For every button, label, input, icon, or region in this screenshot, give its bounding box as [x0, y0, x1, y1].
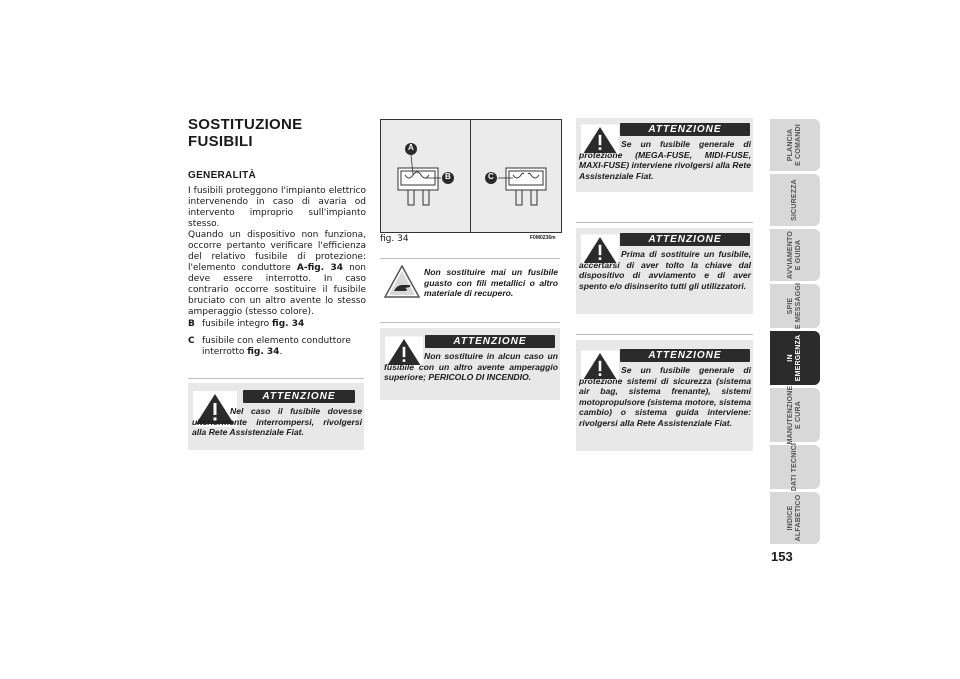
title-line-1: SOSTITUZIONE	[188, 116, 303, 133]
page-number: 153	[771, 549, 793, 564]
tab-label: PLANCIA E COMANDI	[787, 124, 802, 166]
figure-label-c: C	[488, 172, 494, 181]
warning-header: ATTENZIONE	[243, 390, 355, 403]
tab-label: MANUTENZIONE E CURA	[787, 385, 802, 445]
paragraph-2-end: non deve essere interrotto. In caso contrario occorre sostituire il fusibile bruciato con un altro avente lo stesso amperaggio (stesso colore).	[188, 263, 367, 317]
list-text: fusibile con elemento conduttore interrotto	[202, 336, 351, 357]
note-box	[380, 264, 560, 320]
tab-avviamento-e-guida[interactable]	[770, 229, 820, 281]
blown-fuse	[506, 168, 546, 205]
tab-spie-e-messaggi[interactable]	[770, 284, 820, 328]
list-ref: fig. 34	[272, 319, 305, 329]
warning-header: ATTENZIONE	[620, 349, 750, 362]
warning-text: Se un fusibile generale di protezione (MEGA-FUSE, MIDI-FUSE, MAXI-FUSE) interviene rivolgersi alla Rete Assistenziale Fiat.	[579, 139, 751, 181]
paragraph-2-ref: A-fig. 34	[296, 263, 344, 273]
warning-header: ATTENZIONE	[425, 335, 555, 348]
fuse-figure	[380, 119, 562, 233]
warning-header: ATTENZIONE	[620, 123, 750, 136]
paragraph-2-start: Quando un dispositivo non funziona, occorre pertanto verificare l'efficienza del relativo fusibile di protezione: l'elemento conduttore	[188, 230, 366, 273]
tab-sicurezza[interactable]	[770, 174, 820, 226]
tab-manutenzione-e-cura[interactable]	[770, 385, 820, 445]
separator	[380, 322, 560, 323]
figure-label-a: A	[408, 143, 414, 152]
warning-text: Non sostituire in alcun caso un fusibile con un altro avente amperaggio superiore; PERICOLO DI INCENDIO.	[384, 351, 558, 382]
warning-text: Se un fusibile generale di protezione sistemi di sicurezza (sistema air bag, sistema frenante), sistemi motopropulsore (sistema motore, sistema cambio) o sistema guida interviene: rivolgersi alla Rete Assistenziale Fiat.	[579, 365, 751, 428]
hand-warning-icon	[384, 265, 420, 299]
warning-box	[576, 118, 753, 192]
paragraph-1: I fusibili proteggono l'impianto elettrico intervenendo in caso di avaria od intervento improprio sull'impianto stesso.	[188, 186, 366, 229]
section-subtitle: GENERALITÀ	[188, 170, 256, 181]
list-ref: fig. 34	[247, 347, 280, 357]
warning-box	[576, 340, 753, 451]
fuse-illustration	[381, 120, 561, 232]
tab-label: SICUREZZA	[791, 179, 798, 221]
list-letter: B	[188, 319, 195, 329]
separator	[188, 378, 364, 379]
warning-box	[380, 328, 560, 400]
list-end: .	[279, 347, 283, 357]
separator	[576, 334, 753, 335]
list-item	[188, 319, 366, 330]
list-text: fusibile integro	[202, 319, 273, 329]
note-text: Non sostituire mai un fusibile guasto con fili metallici o altro materiale di recupero.	[424, 267, 558, 298]
tab-label: INDICE ALFABETICO	[787, 494, 802, 542]
warning-box	[576, 228, 753, 314]
tab-dati-tecnici[interactable]	[770, 442, 820, 492]
separator	[576, 222, 753, 223]
page-title	[188, 116, 368, 150]
tab-label: IN EMERGENZA	[787, 334, 802, 382]
warning-text: Prima di sostituire un fusibile, accertarsi di aver tolto la chiave dal dispositivo di avviamento e di aver spento e/o disinserito tutti gli utilizzatori.	[579, 249, 751, 291]
tab-in-emergenza[interactable]	[770, 331, 820, 385]
list-item	[188, 336, 366, 358]
list-letter: C	[188, 336, 195, 346]
tab-indice-alfabetico[interactable]	[770, 492, 820, 544]
intact-fuse	[398, 168, 438, 205]
warning-box	[188, 383, 364, 450]
warning-text: Nel caso il fusibile dovesse ulteriormente interrompersi, rivolgersi alla Rete Assistenziale Fiat.	[192, 406, 362, 437]
figure-code: F0M0236m	[530, 235, 556, 241]
tab-label: DATI TECNICI	[791, 442, 798, 492]
separator	[380, 258, 560, 259]
tab-label: AVVIAMENTO E GUIDA	[787, 230, 802, 280]
warning-header: ATTENZIONE	[620, 233, 750, 246]
title-line-2: FUSIBILI	[188, 133, 253, 150]
figure-caption: fig. 34	[380, 234, 409, 244]
tab-label: SPIE E MESSAGGI	[787, 282, 802, 330]
tab-plancia-e-comandi[interactable]	[770, 119, 820, 171]
paragraph-2	[188, 230, 366, 318]
figure-label-b: B	[445, 172, 451, 181]
